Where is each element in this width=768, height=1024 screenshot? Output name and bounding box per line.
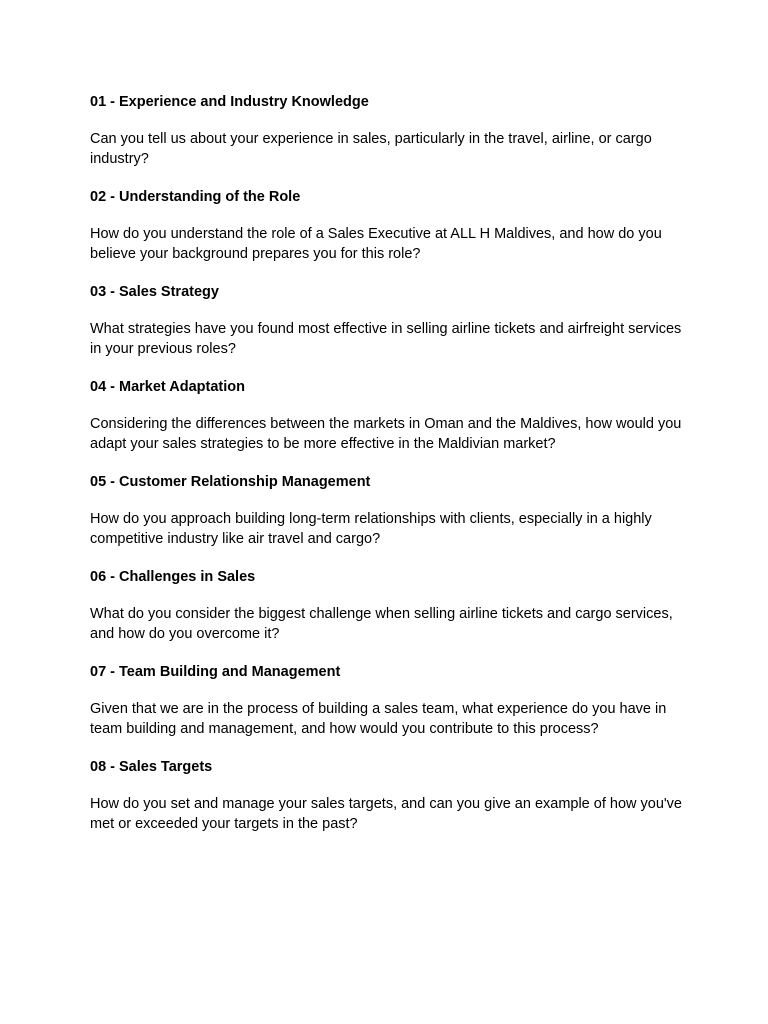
question-heading: 07 - Team Building and Management [90, 664, 341, 680]
question-text: Given that we are in the process of building a sales team, what experience do you have in team building and management, and how would you contribute to this process? [90, 701, 667, 737]
question-heading: 08 - Sales Targets [90, 759, 213, 775]
question-heading: 06 - Challenges in Sales [90, 569, 256, 585]
question-section-07 [90, 662, 690, 739]
question-heading: 02 - Understanding of the Role [90, 189, 301, 205]
question-heading: 03 - Sales Strategy [90, 284, 219, 300]
question-section-02 [90, 187, 690, 264]
question-section-04 [90, 377, 690, 454]
question-section-05 [90, 472, 690, 549]
document-page [90, 92, 690, 834]
question-text: What strategies have you found most effective in selling airline tickets and airfreight services in your previous roles? [90, 321, 682, 357]
question-heading: 04 - Market Adaptation [90, 379, 245, 395]
question-heading: 05 - Customer Relationship Management [90, 474, 371, 490]
question-text: How do you approach building long-term relationships with clients, especially in a highly competitive industry like air travel and cargo? [90, 511, 652, 547]
question-text: Considering the differences between the markets in Oman and the Maldives, how would you adapt your sales strategies to be more effective in the Maldivian market? [90, 416, 682, 452]
question-section-01 [90, 92, 690, 169]
question-text: How do you understand the role of a Sales Executive at ALL H Maldives, and how do you believe your background prepares you for this role? [90, 226, 662, 262]
question-text: How do you set and manage your sales targets, and can you give an example of how you've met or exceeded your targets in the past? [90, 796, 682, 832]
question-section-03 [90, 282, 690, 359]
question-section-08 [90, 757, 690, 834]
question-text: What do you consider the biggest challenge when selling airline tickets and cargo services, and how do you overcome it? [90, 606, 673, 642]
question-heading: 01 - Experience and Industry Knowledge [90, 94, 369, 110]
question-text: Can you tell us about your experience in sales, particularly in the travel, airline, or cargo industry? [90, 131, 652, 167]
question-section-06 [90, 567, 690, 644]
